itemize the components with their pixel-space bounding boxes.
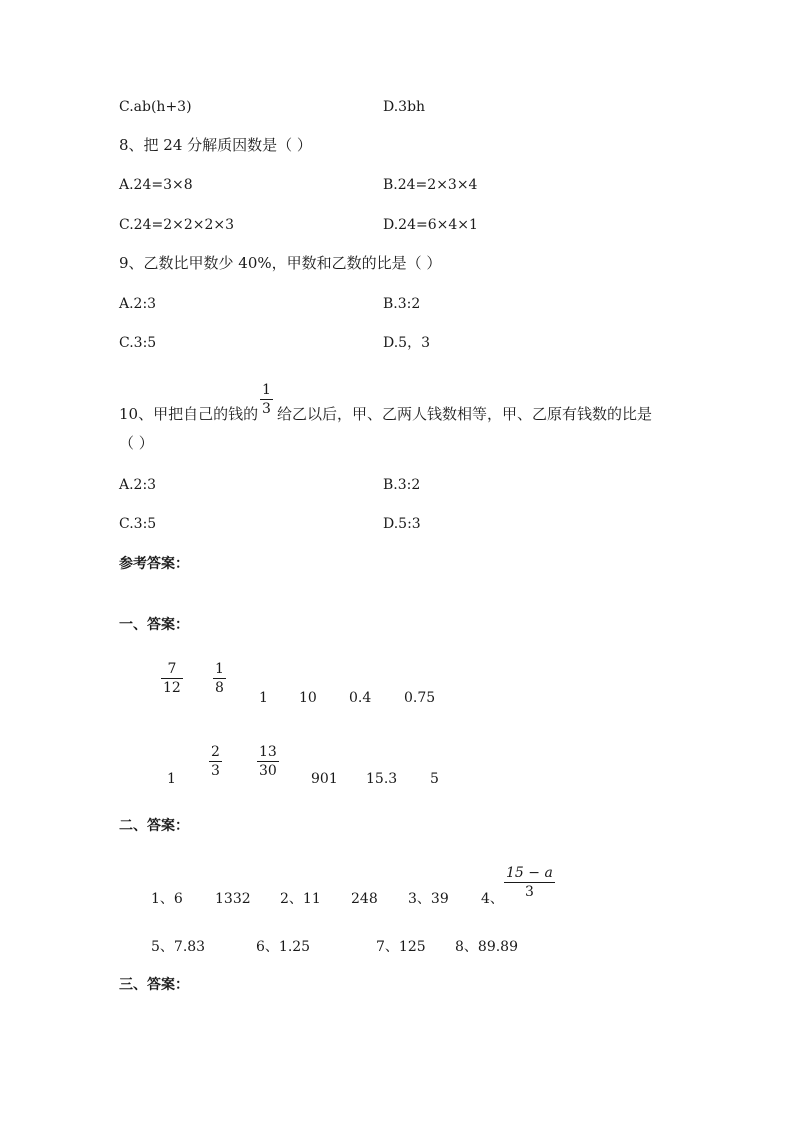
- answers-heading: 参考答案：: [119, 556, 189, 572]
- s1-r2-value-2: 15.3: [366, 771, 398, 787]
- s1-r1-fraction-1-denominator: 12: [163, 680, 181, 696]
- q9-stem: 9、乙数比甲数少 40%，甲数和乙数的比是（ ）: [119, 254, 442, 272]
- s1-r2-fraction-1-numerator: 2: [211, 744, 220, 760]
- q8-option-d: D.24=6×4×1: [383, 217, 478, 233]
- s1-r2-value-1: 901: [311, 771, 338, 787]
- q9-option-c: C.3:5: [119, 335, 157, 351]
- s2-answer-5: 5、7.83: [151, 939, 206, 955]
- q10-fraction: [260, 383, 273, 416]
- s2-answer-4-numerator: 15 − a: [506, 865, 553, 881]
- q10-option-a: A.2:3: [119, 477, 157, 493]
- q9-option-d: D.5，3: [383, 335, 430, 351]
- s2-answer-3: 3、39: [408, 891, 449, 907]
- s2-answer-4-denominator: 3: [524, 884, 534, 900]
- section3-title: 三、答案：: [119, 977, 189, 993]
- q8-option-c: C.24=2×2×2×3: [119, 217, 235, 233]
- q7-option-c: C.ab(h+3): [119, 99, 192, 115]
- q10-stem-before: 10、甲把自己的钱的: [119, 405, 259, 423]
- q7-option-d: D.3bh: [383, 99, 426, 115]
- s1-r2-fraction-2-denominator: 30: [259, 763, 277, 779]
- section2-title: 二、答案：: [119, 818, 189, 834]
- s1-r2-fraction-1-denominator: 3: [211, 763, 220, 779]
- q10-option-c: C.3:5: [119, 516, 157, 532]
- s2-answer-7: 7、125: [376, 939, 426, 955]
- q10-stem-paren: （ ）: [119, 434, 154, 452]
- q10-fraction-numerator: 1: [262, 382, 271, 398]
- s1-r1-value-4: 0.75: [404, 690, 436, 706]
- s1-r1-fraction-2: [213, 662, 226, 695]
- q8-option-b: B.24=2×3×4: [383, 177, 478, 193]
- section1-title: 一、答案：: [119, 617, 189, 633]
- q8-option-a: A.24=3×8: [119, 177, 193, 193]
- s1-r1-value-1: 1: [259, 690, 268, 706]
- q9-option-a: A.2:3: [119, 296, 157, 312]
- s1-r1-fraction-2-numerator: 1: [215, 661, 224, 677]
- s1-r2-fraction-2-numerator: 13: [259, 744, 277, 760]
- s2-answer-1b: 1332: [215, 891, 251, 907]
- s1-r1-fraction-2-denominator: 8: [215, 680, 224, 696]
- q9-option-b: B.3:2: [383, 296, 421, 312]
- q10-option-b: B.3:2: [383, 477, 421, 493]
- s1-r1-fraction-1: [161, 662, 183, 695]
- s2-answer-2: 2、11: [280, 891, 321, 907]
- s1-r2-fraction-2: [257, 745, 279, 778]
- s1-r1-value-3: 0.4: [349, 690, 372, 706]
- q8-stem: 8、把 24 分解质因数是（ ）: [119, 136, 312, 154]
- s1-r2-value-3: 5: [430, 771, 439, 787]
- s1-r2-value-0: 1: [167, 771, 176, 787]
- s1-r1-fraction-1-numerator: 7: [167, 661, 177, 677]
- s2-answer-4-fraction: [504, 866, 555, 899]
- q10-fraction-denominator: 3: [262, 401, 271, 417]
- s2-answer-6: 6、1.25: [256, 939, 311, 955]
- s2-answer-4: 4、: [481, 891, 504, 907]
- s2-answer-2b: 248: [351, 891, 378, 907]
- s1-r1-value-2: 10: [299, 690, 317, 706]
- q10-stem-after: 给乙以后，甲、乙两人钱数相等，甲、乙原有钱数的比是: [277, 405, 653, 423]
- q10-option-d: D.5:3: [383, 516, 421, 532]
- s2-answer-8: 8、89.89: [455, 939, 518, 955]
- s1-r2-fraction-1: [209, 745, 222, 778]
- s2-answer-1: 1、6: [151, 891, 183, 907]
